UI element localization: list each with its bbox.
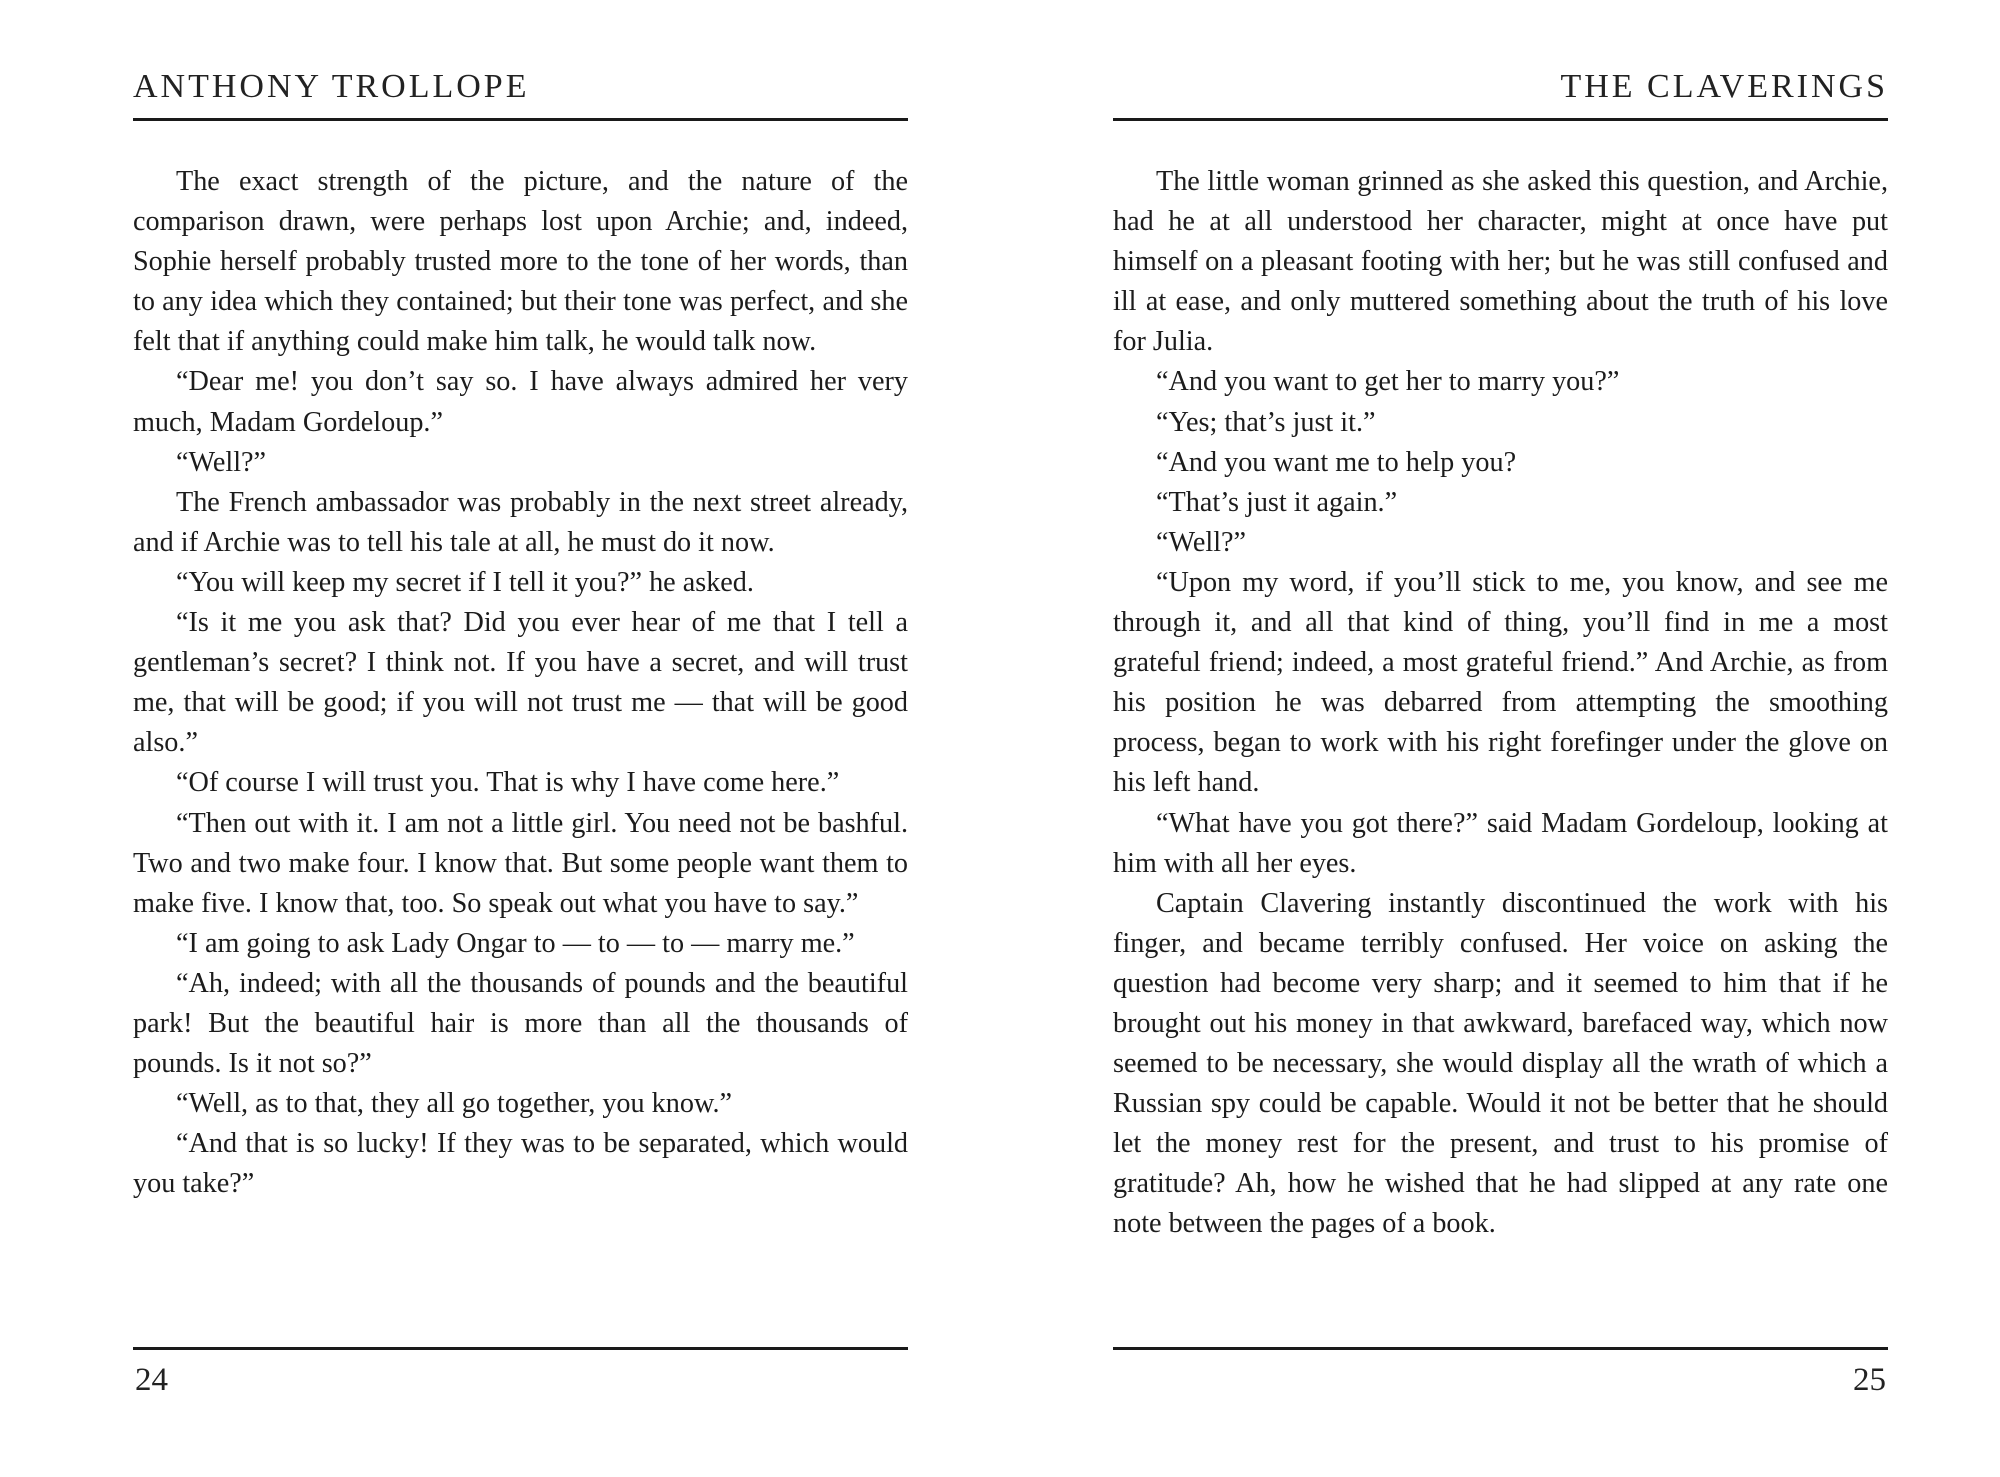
footer-rule xyxy=(1113,1347,1888,1350)
paragraph: “Well?” xyxy=(1156,526,1247,558)
left-page-body xyxy=(133,162,908,1204)
running-head-title: THE CLAVERINGS xyxy=(1560,68,1888,105)
paragraph: “Of course I will trust you. That is why I have come here.” xyxy=(176,767,840,799)
paragraph: Captain Clavering instantly discontinued the work with his finger, and became terribly confused. Her voice on asking the question had become very sharp; and it seemed to him that if he brought out his money in that awkward, barefaced way, which now seemed to be necessary, she would display all the wrath of which a Russian spy could be capable. Would it not be better that he should let the money rest for the present, and trust to his promise of gratitude? Ah, how he wished that he had slipped at any rate one note between the pages of a book. xyxy=(1113,887,1888,1240)
paragraph: “And you want to get her to marry you?” xyxy=(1156,366,1620,398)
paragraph: The French ambassador was probably in the next street already, and if Archie was to tell his tale at all, he must do it now. xyxy=(133,486,908,558)
paragraph: “That’s just it again.” xyxy=(1156,486,1398,518)
paragraph: “Well, as to that, they all go together, you know.” xyxy=(176,1088,733,1120)
right-page xyxy=(1113,0,1888,1477)
paragraph: “What have you got there?” said Madam Gordeloup, looking at him with all her eyes. xyxy=(1113,807,1888,879)
header-rule xyxy=(1113,118,1888,121)
paragraph: “You will keep my secret if I tell it you?” he asked. xyxy=(176,566,754,598)
paragraph: The exact strength of the picture, and the nature of the comparison drawn, were perhaps lost upon Archie; and, indeed, Sophie herself probably trusted more to the tone of her words, than to any idea which they contained; but their tone was perfect, and she felt that if anything could make him talk, he would talk now. xyxy=(133,166,908,358)
paragraph: “Is it me you ask that? Did you ever hear of me that I tell a gentleman’s secret? I think not. If you have a secret, and will trust me, that will be good; if you will not trust me — that will be good also.” xyxy=(133,607,908,759)
paragraph: “Yes; that’s just it.” xyxy=(1156,406,1376,438)
left-page xyxy=(133,0,908,1477)
paragraph: “Well?” xyxy=(176,446,267,478)
running-head-author: ANTHONY TROLLOPE xyxy=(133,68,530,105)
header-rule xyxy=(133,118,908,121)
paragraph: The little woman grinned as she asked this question, and Archie, had he at all understood her character, might at once have put himself on a pleasant footing with her; but he was still confused and ill at ease, and only muttered something about the truth of his love for Julia. xyxy=(1113,166,1888,358)
right-page-body xyxy=(1113,162,1888,1245)
paragraph: “Upon my word, if you’ll stick to me, you know, and see me through it, and all that kind of thing, you’ll find in me a most grateful friend; indeed, a most grateful friend.” And Archie, as from his position he was debarred from attempting the smoothing process, began to work with his right forefinger under the glove on his left hand. xyxy=(1113,566,1888,799)
paragraph: “I am going to ask Lady Ongar to — to — to — marry me.” xyxy=(176,927,855,959)
paragraph: “And that is so lucky! If they was to be separated, which would you take?” xyxy=(133,1128,908,1200)
paragraph: “Then out with it. I am not a little girl. You need not be bashful. Two and two make four. I know that. But some people want them to make five. I know that, too. So speak out what you have to say.” xyxy=(133,807,908,919)
footer-rule xyxy=(133,1347,908,1350)
page-number: 25 xyxy=(1853,1362,1886,1398)
paragraph: “And you want me to help you? xyxy=(1156,446,1517,478)
paragraph: “Ah, indeed; with all the thousands of pounds and the beautiful park! But the beautiful hair is more than all the thousands of pounds. Is it not so?” xyxy=(133,967,908,1080)
paragraph: “Dear me! you don’t say so. I have always admired her very much, Madam Gordeloup.” xyxy=(133,366,908,438)
page-number: 24 xyxy=(135,1362,168,1398)
